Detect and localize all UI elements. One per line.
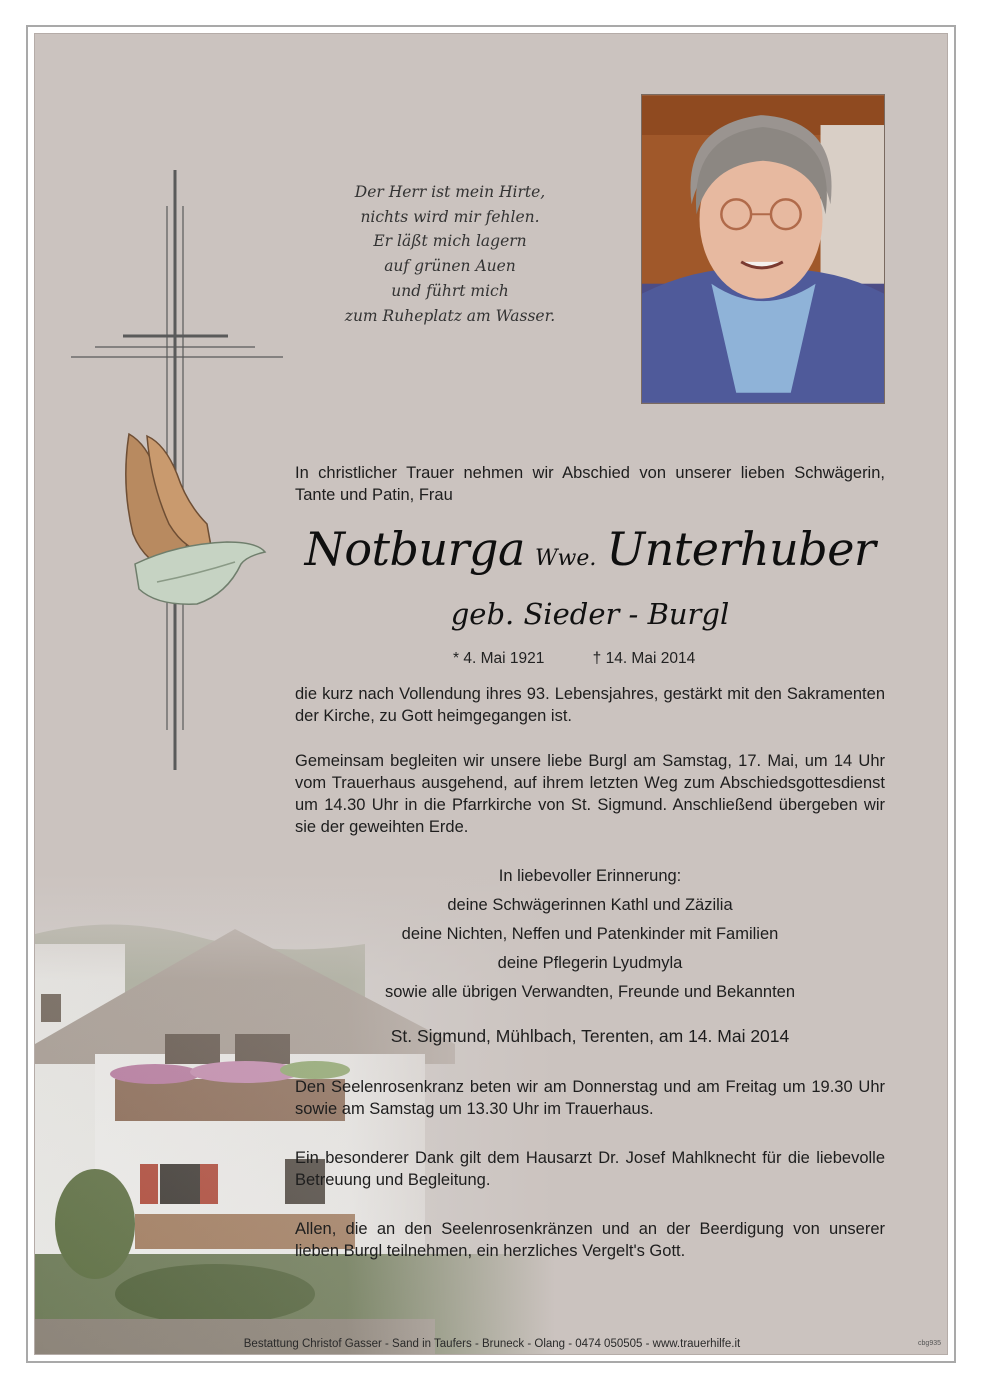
life-dates (453, 650, 739, 668)
funeral-home-footer: Bestattung Christof Gasser - Sand in Taufers - Bruneck - Olang - 0474 050505 - www.trauerhilfe.it (243, 1338, 741, 1350)
intro-text: In christlicher Trauer nehmen wir Abschied von unserer lieben Schwägerin, Tante und Patin, Frau (295, 464, 885, 504)
rosary-text: Den Seelenrosenkranz beten wir am Donnerstag und am Freitag um 19.30 Uhr sowie am Samstag um 13.30 Uhr im Trauerhaus. (295, 1078, 885, 1118)
deceased-name (295, 522, 885, 576)
funeral-text: Gemeinsam begleiten wir unsere liebe Burgl am Samstag, 17. Mai, um 14 Uhr vom Trauerhaus ausgehend, auf ihrem letzten Weg zum Abschiedsgottesdienst um 14.30 Uhr in die Pfarrkirche von St. Sigmund. Anschließend übergeben wir sie der geweihten Erde. (295, 752, 885, 836)
psalm-line: auf grünen Auen (384, 257, 516, 276)
last-name: Unterhuber (606, 522, 876, 576)
death-date: † 14. Mai 2014 (592, 650, 696, 667)
widow-title: Wwe. (534, 546, 597, 571)
mourner-line: deine Schwägerinnen Kathl und Zäzilia (447, 896, 733, 914)
mourner-line: sowie alle übrigen Verwandten, Freunde und Bekannten (384, 983, 796, 1001)
portrait-photo (641, 94, 885, 404)
mourner-line: deine Nichten, Neffen und Patenkinder mit Familien (401, 925, 779, 943)
psalm-line: nichts wird mir fehlen. (360, 207, 540, 226)
praying-hands-icon (117, 424, 267, 609)
closing-text: Allen, die an den Seelenrosenkränzen und an der Beerdigung von unserer lieben Burgl teilnehmen, ein herzliches Vergelt's Gott. (295, 1220, 885, 1260)
psalm-line: zum Ruheplatz am Wasser. (344, 306, 556, 325)
death-text: die kurz nach Vollendung ihres 93. Lebensjahres, gestärkt mit den Sakramenten der Kirche, zu Gott heimgegangen ist. (295, 685, 885, 725)
mourners-heading: In liebevoller Erinnerung: (498, 867, 682, 885)
obituary-card (34, 33, 948, 1355)
psalm-quote (325, 180, 575, 328)
maiden-name: geb. Sieder - Burgl (450, 597, 730, 631)
birth-date: * 4. Mai 1921 (453, 650, 545, 667)
mourner-line: deine Pflegerin Lyudmyla (497, 954, 683, 972)
psalm-line: Er läßt mich lagern (373, 232, 527, 251)
psalm-line: und führt mich (391, 281, 509, 300)
place-date: St. Sigmund, Mühlbach, Terenten, am 14. Mai 2014 (390, 1026, 790, 1046)
first-name: Notburga (304, 522, 525, 576)
psalm-line: Der Herr ist mein Hirte, (354, 183, 546, 201)
reference-code: cbg935 (918, 1340, 941, 1347)
thanks-text: Ein besonderer Dank gilt dem Hausarzt Dr. Josef Mahlknecht für die liebevolle Betreuung und Begleitung. (295, 1149, 885, 1189)
